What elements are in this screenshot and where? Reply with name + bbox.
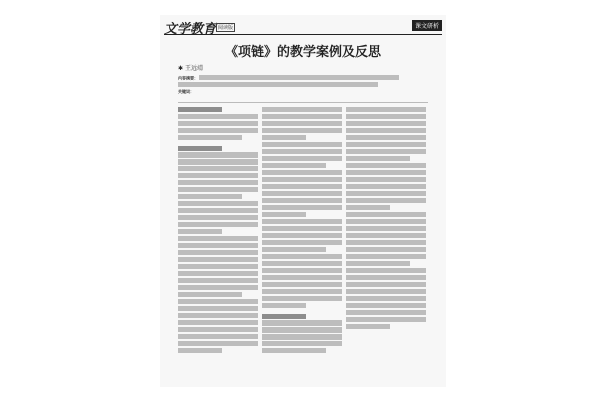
masthead — [164, 18, 442, 35]
article-author: ✱ 王远靖 — [178, 65, 203, 72]
text-column-1 — [178, 107, 258, 367]
abstract-block — [178, 75, 428, 95]
magazine-page — [160, 15, 446, 387]
article-title: 《项链》的教学案例及反思 — [224, 45, 381, 60]
author-name: 王远靖 — [184, 65, 203, 72]
abstract-label: 内容摘要： — [178, 75, 198, 81]
column-tag: 课文研析 — [412, 20, 442, 31]
magazine-logo: 文学教育 — [164, 22, 217, 37]
text-column-2 — [262, 107, 342, 367]
text-column-3 — [346, 107, 426, 367]
keywords-label: 关键词： — [178, 88, 194, 94]
magazine-sublabel: 阅读版 — [218, 25, 234, 31]
section-divider — [178, 102, 428, 103]
